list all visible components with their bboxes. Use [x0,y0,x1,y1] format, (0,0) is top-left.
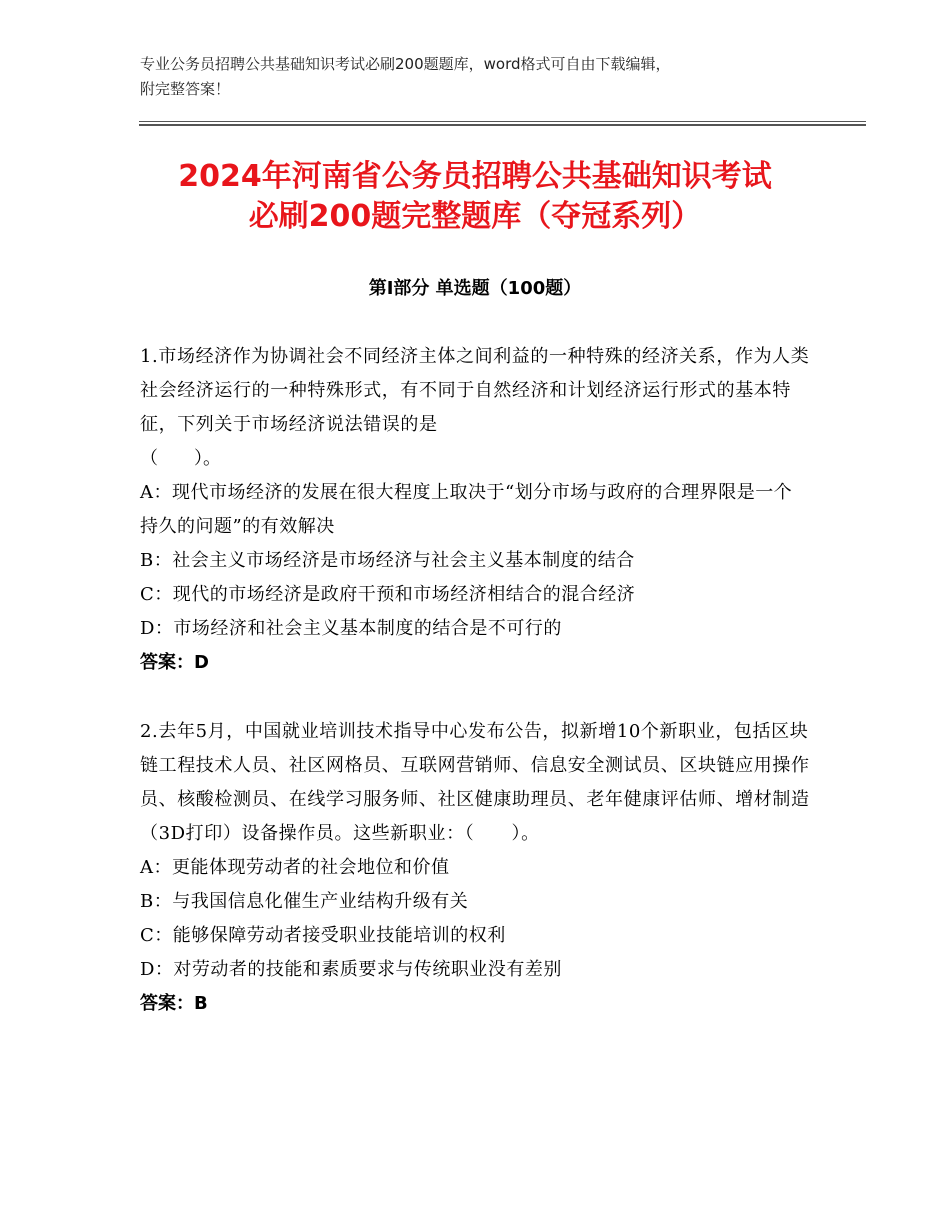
option-a: A：现代市场经济的发展在很大程度上取决于“划分市场与政府的合理界限是一个持久的问题”的有效解决 [140,482,793,537]
option-d: D：市场经济和社会主义基本制度的结合是不可行的 [140,618,562,639]
question-stem: 1.市场经济作为协调社会不同经济主体之间利益的一种特殊的经济关系，作为人类社会经济运行的一种特殊形式，有不同于自然经济和计划经济运行形式的基本特征，下列关于市场经济说法错误的是 [140,346,810,435]
header-divider-thin [139,121,866,122]
answer-label: 答案：D [140,652,209,673]
option-c: C：现代的市场经济是政府干预和市场经济相结合的混合经济 [140,584,636,605]
title-line2: 必刷200题完整题库（夺冠系列） [248,199,702,234]
title-line1: 2024年河南省公务员招聘公共基础知识考试 [178,159,772,194]
header-note [140,52,820,102]
section-heading: 第Ⅰ部分 单选题（100题） [368,278,582,299]
question-stem: 2.去年5月，中国就业培训技术指导中心发布公告，拟新增10个新职业，包括区块链工程技术人员、社区网格员、互联网营销师、信息安全测试员、区块链应用操作员、核酸检测员、在线学习服务师、社区健康助理员、老年健康评估师、增材制造（3D打印）设备操作员。这些新职业：（ ）。 [140,721,810,844]
option-d: D：对劳动者的技能和素质要求与传统职业没有差别 [140,959,562,980]
option-a: A：更能体现劳动者的社会地位和价值 [140,857,450,878]
question-2 [140,715,810,1021]
header-note-line1: 专业公务员招聘公共基础知识考试必刷200题题库，word格式可自由下载编辑， [140,55,671,73]
document-title [120,157,830,237]
header-note-line2: 附完整答案！ [140,80,231,98]
option-c: C：能够保障劳动者接受职业技能培训的权利 [140,925,506,946]
answer-label: 答案：B [140,993,208,1014]
header-divider-thick [139,124,866,126]
option-b: B：与我国信息化催生产业结构升级有关 [140,891,469,912]
answer-blank: （ ）。 [140,448,221,469]
question-1 [140,340,810,680]
option-b: B：社会主义市场经济是市场经济与社会主义基本制度的结合 [140,550,635,571]
